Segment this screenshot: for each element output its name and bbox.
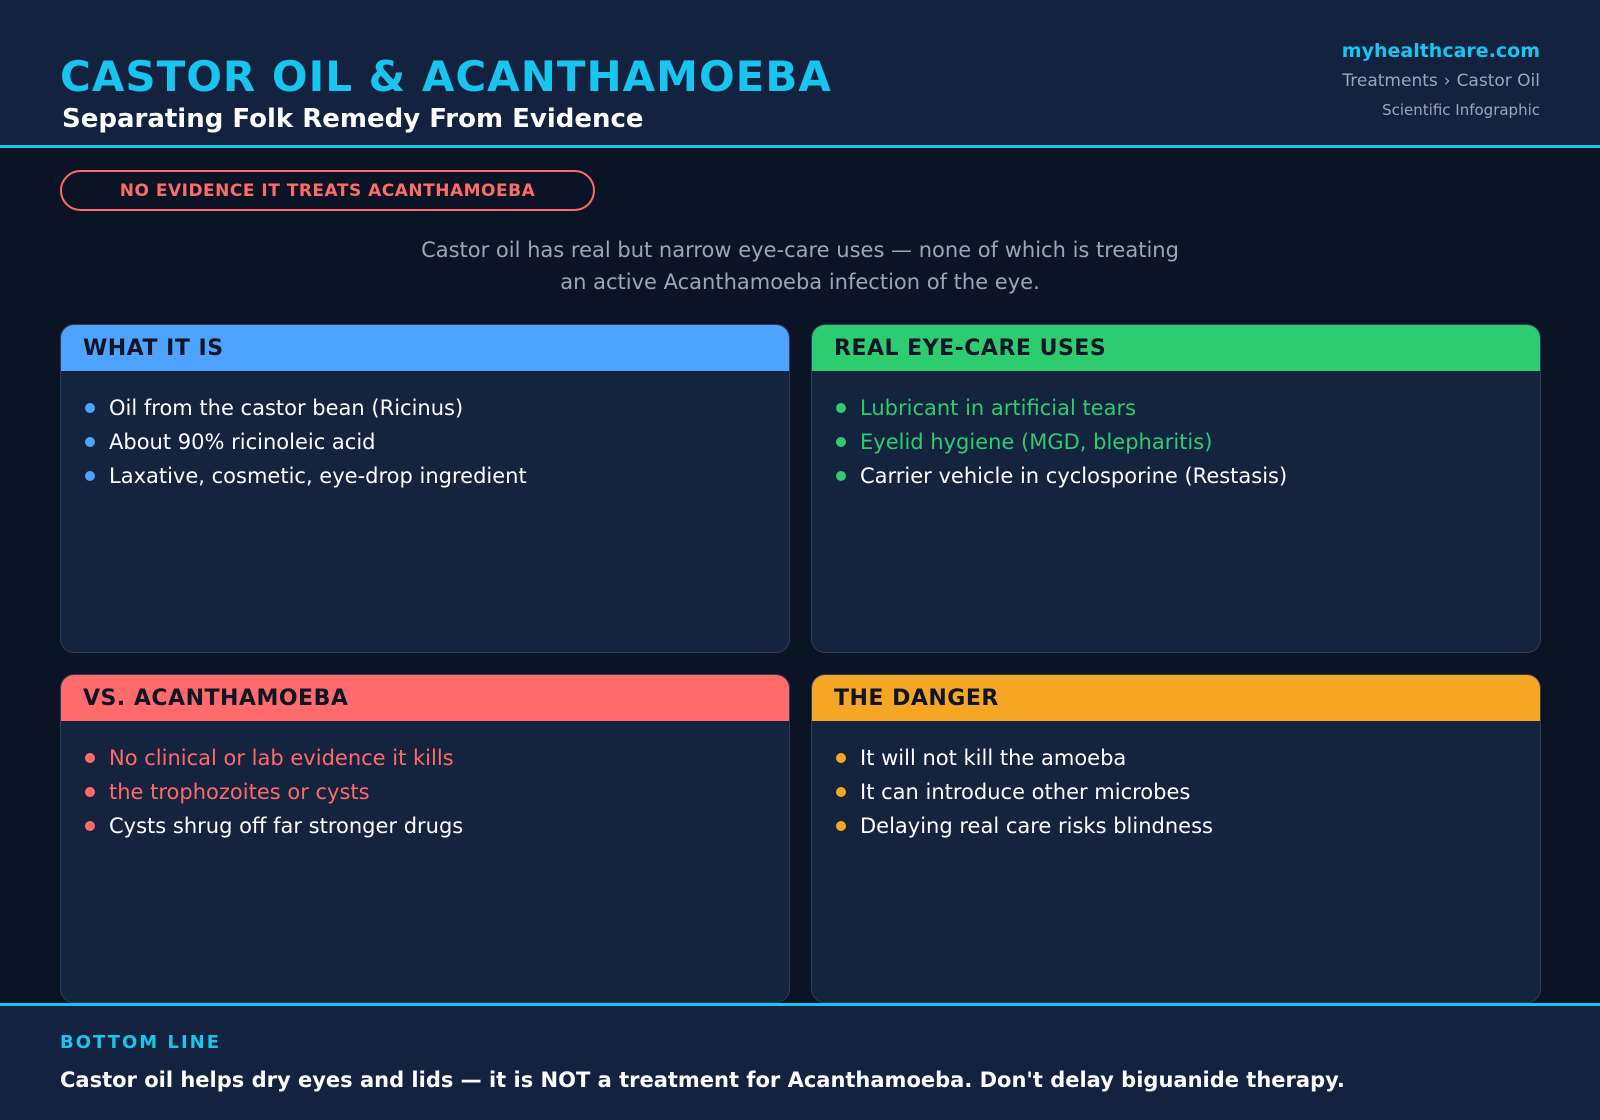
page-subtitle: Separating Folk Remedy From Evidence xyxy=(62,104,644,134)
evidence-badge: NO EVIDENCE IT TREATS ACANTHAMOEBA xyxy=(60,170,595,211)
list-item xyxy=(85,459,789,493)
bullet-icon xyxy=(85,821,95,831)
list-item-text: It can introduce other microbes xyxy=(860,780,1191,804)
card-vs-acanthamoeba xyxy=(60,674,790,1003)
bullet-icon xyxy=(85,403,95,413)
list-item xyxy=(836,425,1540,459)
list-item xyxy=(85,775,789,809)
page-title: CASTOR OIL & ACANTHAMOEBA xyxy=(60,52,832,101)
list-item xyxy=(836,459,1540,493)
list-item xyxy=(85,425,789,459)
card-title: VS. ACANTHAMOEBA xyxy=(61,675,789,721)
list-item-text: Eyelid hygiene (MGD, blepharitis) xyxy=(860,430,1213,454)
card-what-it-is xyxy=(60,324,790,653)
breadcrumb-separator: › xyxy=(1443,71,1451,91)
list-item-text: Oil from the castor bean (Ricinus) xyxy=(109,396,464,420)
list-item-text: It will not kill the amoeba xyxy=(860,746,1127,770)
breadcrumb-item-castor-oil[interactable]: Castor Oil xyxy=(1456,71,1540,91)
bottom-line-label: BOTTOM LINE xyxy=(60,1032,221,1053)
list-item xyxy=(836,391,1540,425)
list-item-text: Delaying real care risks blindness xyxy=(860,814,1213,838)
bullet-icon xyxy=(836,437,846,447)
bullet-icon xyxy=(836,787,846,797)
card-list xyxy=(812,721,1540,843)
card-real-eye-care-uses xyxy=(811,324,1541,653)
breadcrumb-item-treatments[interactable]: Treatments xyxy=(1342,71,1438,91)
bullet-icon xyxy=(836,403,846,413)
breadcrumb xyxy=(1342,71,1540,91)
list-item xyxy=(85,809,789,843)
bullet-icon xyxy=(85,437,95,447)
intro-line-1: Castor oil has real but narrow eye-care uses — none of which is treating xyxy=(421,238,1179,262)
list-item-text: Lubricant in artificial tears xyxy=(860,396,1137,420)
card-title: THE DANGER xyxy=(812,675,1540,721)
list-item-text: Carrier vehicle in cyclosporine (Restasis) xyxy=(860,464,1288,488)
card-title: WHAT IT IS xyxy=(61,325,789,371)
card-list xyxy=(61,721,789,843)
list-item xyxy=(836,809,1540,843)
list-item xyxy=(836,775,1540,809)
bullet-icon xyxy=(836,471,846,481)
list-item-text: About 90% ricinoleic acid xyxy=(109,430,376,454)
bullet-icon xyxy=(85,787,95,797)
list-item xyxy=(85,391,789,425)
card-list xyxy=(61,371,789,493)
bullet-icon xyxy=(85,753,95,763)
bullet-icon xyxy=(836,821,846,831)
page-header xyxy=(0,0,1600,148)
site-link[interactable]: myhealthcare.com xyxy=(1341,40,1540,62)
list-item-text: No clinical or lab evidence it kills xyxy=(109,746,454,770)
intro-text xyxy=(200,234,1400,298)
intro-line-2: an active Acanthamoeba infection of the eye. xyxy=(560,270,1040,294)
card-title: REAL EYE-CARE USES xyxy=(812,325,1540,371)
card-the-danger xyxy=(811,674,1541,1003)
list-item-text: Laxative, cosmetic, eye-drop ingredient xyxy=(109,464,527,488)
bullet-icon xyxy=(836,753,846,763)
card-list xyxy=(812,371,1540,493)
list-item xyxy=(85,741,789,775)
infographic-tag: Scientific Infographic xyxy=(1382,101,1540,119)
list-item xyxy=(836,741,1540,775)
list-item-text: the trophozoites or cysts xyxy=(109,780,370,804)
bottom-line-text: Castor oil helps dry eyes and lids — it is NOT a treatment for Acanthamoeba. Don't delay biguanide therapy. xyxy=(60,1068,1345,1092)
bottom-line-panel xyxy=(0,1003,1600,1120)
list-item-text: Cysts shrug off far stronger drugs xyxy=(109,814,464,838)
bullet-icon xyxy=(85,471,95,481)
